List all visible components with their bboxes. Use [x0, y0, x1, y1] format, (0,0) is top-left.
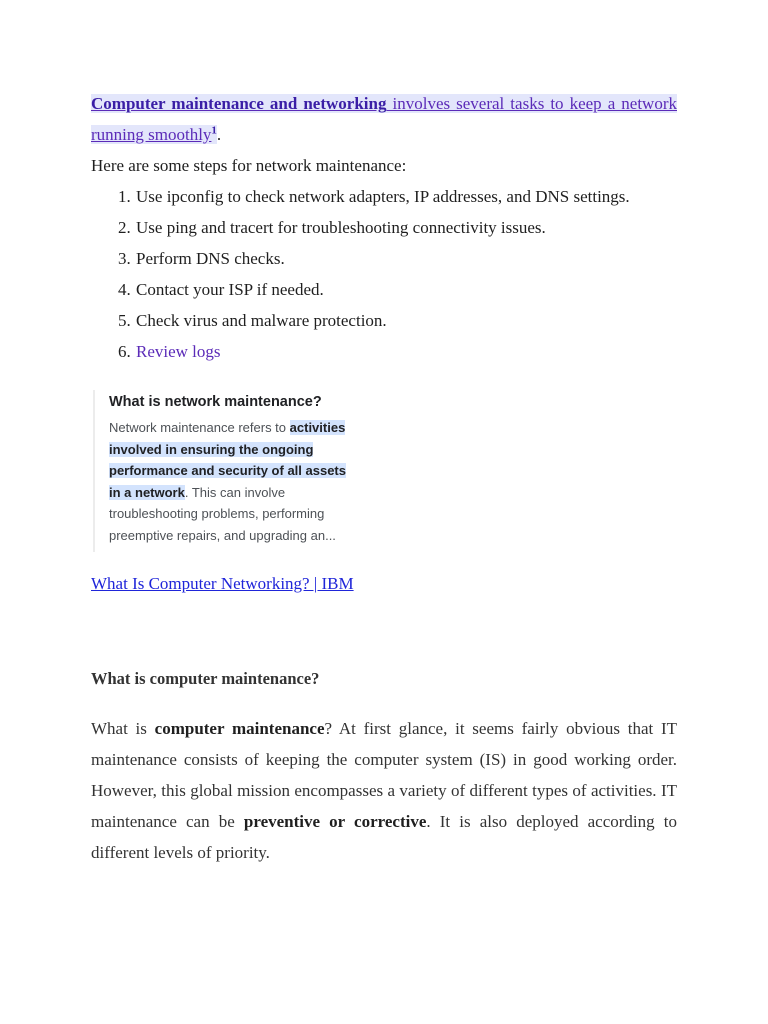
section-heading: What is computer maintenance?	[91, 669, 320, 688]
list-item: 3. Perform DNS checks.	[135, 243, 677, 274]
footnote-marker[interactable]: 1	[211, 124, 217, 137]
list-item: 1. Use ipconfig to check network adapters, IP addresses, and DNS settings.	[135, 181, 677, 212]
snippet-highlight: activities involved in ensuring the ongoing performance and security of all assets in a network	[109, 420, 346, 500]
snippet-title: What is network maintenance?	[109, 394, 322, 410]
para-bold-1: computer maintenance	[154, 719, 325, 738]
intro-end: .	[216, 125, 222, 144]
para-post: . It is also deployed according to different levels of priority.	[91, 812, 677, 862]
section-paragraph	[91, 713, 677, 868]
ibm-source-link[interactable]: What Is Computer Networking? | IBM	[91, 574, 354, 593]
steps-list	[91, 181, 677, 367]
intro-link-bold: Computer maintenance and networking	[91, 94, 387, 113]
snippet-body	[109, 417, 355, 546]
para-pre: What is	[91, 719, 155, 738]
list-item	[135, 336, 677, 367]
intro-highlight	[91, 94, 677, 144]
list-item: 5. Check virus and malware protection.	[135, 305, 677, 336]
list-item: 2. Use ping and tracert for troubleshooting connectivity issues.	[135, 212, 677, 243]
intro-link-text: involves several tasks to keep a network running smoothly	[91, 94, 677, 144]
intro-link[interactable]	[91, 94, 677, 144]
steps-lead: Here are some steps for network maintenance:	[91, 156, 407, 175]
list-item: 4. Contact your ISP if needed.	[135, 274, 677, 305]
network-maintenance-snippet	[93, 390, 355, 552]
intro-paragraph	[91, 88, 677, 150]
snippet-pre: Network maintenance refers to	[109, 420, 287, 435]
para-mid: ? At first glance, it seems fairly obvious that IT maintenance consists of keeping the computer system (IS) in good working order. However, this global mission encompasses a variety of different types of activities. IT maintenance can be	[91, 719, 678, 831]
review-logs-link[interactable]: Review logs	[136, 342, 221, 361]
snippet-post: . This can involve troubleshooting problems, performing preemptive repairs, and upgrading an...	[109, 484, 336, 543]
document-page	[91, 88, 677, 868]
para-bold-2: preventive or corrective	[243, 812, 427, 831]
